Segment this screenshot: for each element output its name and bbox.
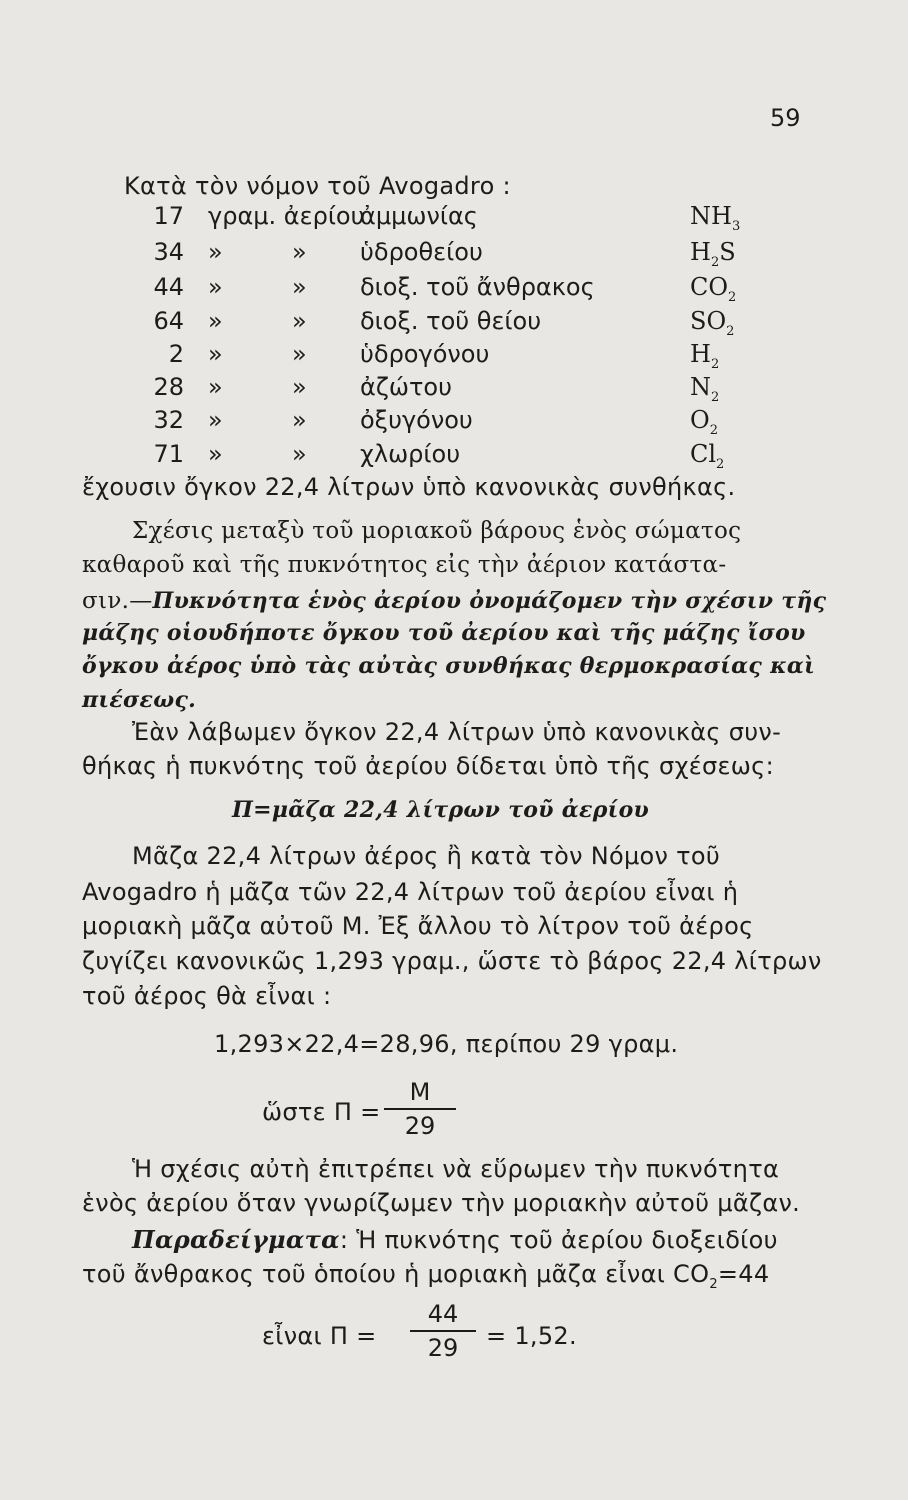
ratio-denominator: 29	[404, 1112, 436, 1140]
paragraph-line: μοριακὴ μᾶζα αὐτοῦ Μ. Ἐξ ἄλλου τὸ λίτρον τοῦ ἀέρος	[82, 912, 754, 940]
paragraph-line: Avogadro ἡ μᾶζα τῶν 22,4 λίτρων τοῦ ἀερίου εἶναι ἡ	[82, 878, 739, 906]
book-page: 59 Κατὰ τὸν νόμον τοῦ Avogadro : 17 γραμ. ἀερίου ἀμμωνίας $NH_3$ 34 » » ὑδροθείου $H_2S$ 44 » » διοξ. τοῦ ἄνθρακος $CO_2$ 64 » » διοξ. τοῦ θείου $SO_2$ 2 » » ὑδρογόνου $H_2$ 28 » » ἀζώτου $N_2$ 32 » » ὀξυγόνου $O_2$ 71 » » χλωρίου $Cl_2$ ἔχουσιν ὄγκον 22,4 λίτρων ὑπὸ κανονικὰς συνθήκας. Σχέσις μεταξὺ τοῦ μοριακοῦ βάρους ἑνὸς σώματος καθαροῦ καὶ τῆς πυκνότητος εἰς τὴν ἀέριον κατάστα- σιν.—Πυκνότητα ἑνὸς ἀερίου ὀνομάζομεν τὴν σχέσιν τῆς μάζης οἱουδήποτε ὄγκου τοῦ ἀερίου καὶ τῆς μάζης ἴσου ὄγκου ἀέρος ὑπὸ τὰς αὐτὰς συνθήκας θερμοκρασίας καὶ πιέσεως. Ἐὰν λάβωμεν ὄγκον 22,4 λίτρων ὑπὸ κανονικὰς συν- θήκας ἡ πυκνότης τοῦ ἀερίου δίδεται ὑπὸ τῆς σχέσεως: Π=μᾶζα 22,4 λίτρων τοῦ ἀερίου Μᾶζα 22,4 λίτρων ἀέρος ἢ κατὰ τὸν Νόμον τοῦ Avogadro ἡ μᾶζα τῶν 22,4 λίτρων τοῦ ἀερίου εἶναι ἡ μοριακὴ μᾶζα αὐτοῦ Μ. Ἐξ ἄλλου τὸ λίτρον τοῦ ἀέρος ζυγίζει κανονικῶς 1,293 γραμ., ὥστε τὸ βάρος 22,4 λίτρων τοῦ ἀέρος θὰ εἶναι : 1,293×22,4=28,96, περίπου 29 γραμ. ὥστε Π = M 29 Ἡ σχέσις αὐτὴ ἐπιτρέπει νὰ εὕρωμεν τὴν πυκνότητα ἑνὸς ἀερίου ὅταν γνωρίζωμεν τὴν μοριακὴν αὐτοῦ μᾶζαν. Παραδείγματα: Ἡ πυκνότης τοῦ ἀερίου διοξειδίου τοῦ ἄνθρακος τοῦ ὁποίου ἡ μοριακὴ μᾶζα εἶναι $CO_2=44$ εἶναι Π = 44 29 = 1,52.	[82, 104, 827, 1362]
relation-definition-line: μάζης οἱουδήποτε ὄγκου τοῦ ἀερίου καὶ τῆς μάζης ἴσου	[82, 620, 806, 646]
page-number: 59	[770, 104, 801, 132]
density-formula: Π=μᾶζα 22,4 λίτρων τοῦ ἀερίου	[232, 797, 650, 823]
examples-label: Παραδείγματα	[132, 1225, 340, 1254]
ratio-prefix: ὥστε Π =	[262, 1098, 381, 1126]
paragraph-line: Ἐὰν λάβωμεν ὄγκον 22,4 λίτρων ὑπὸ κανονικὰς συν-	[132, 718, 782, 746]
relation-heading-line: καθαροῦ καὶ τῆς πυκνότητος εἰς τὴν ἀέριον κατάστα-	[82, 552, 727, 578]
ratio-numerator: M	[409, 1078, 431, 1106]
paragraph-line: τοῦ ἀέρος θὰ εἶναι :	[82, 982, 332, 1010]
relation-definition-line: σιν.—Πυκνότητα ἑνὸς ἀερίου ὀνομάζομεν τὴν σχέσιν τῆς	[82, 588, 827, 614]
fraction-bar	[410, 1330, 476, 1332]
relation-heading-line: Σχέσις μεταξὺ τοῦ μοριακοῦ βάρους ἑνὸς σώματος	[132, 518, 742, 544]
volume-line: ἔχουσιν ὄγκον 22,4 λίτρων ὑπὸ κανονικὰς συνθήκας.	[82, 473, 736, 501]
relation-definition-line: ὄγκου ἀέρος ὑπὸ τὰς αὐτὰς συνθήκας θερμοκρασίας καὶ	[82, 653, 816, 679]
intro-line: Κατὰ τὸν νόμον τοῦ Avogadro :	[124, 172, 511, 200]
paragraph-line: θήκας ἡ πυκνότης τοῦ ἀερίου δίδεται ὑπὸ τῆς σχέσεως:	[82, 752, 774, 780]
calculation-line: 1,293×22,4=28,96, περίπου 29 γραμ.	[214, 1030, 679, 1058]
result-prefix: εἶναι Π =	[262, 1322, 377, 1350]
result-numerator: 44	[427, 1300, 459, 1328]
relation-definition-line: πιέσεως.	[82, 687, 197, 713]
result-value: = 1,52.	[486, 1322, 577, 1350]
paragraph-line: Ἡ σχέσις αὐτὴ ἐπιτρέπει νὰ εὕρωμεν τὴν πυκνότητα	[132, 1155, 780, 1183]
fraction-bar	[384, 1108, 456, 1110]
paragraph-line: Μᾶζα 22,4 λίτρων ἀέρος ἢ κατὰ τὸν Νόμον τοῦ	[132, 842, 721, 870]
paragraph-line: ἑνὸς ἀερίου ὅταν γνωρίζωμεν τὴν μοριακὴν αὐτοῦ μᾶζαν.	[82, 1189, 801, 1217]
examples-line: τοῦ ἄνθρακος τοῦ ὁποίου ἡ μοριακὴ μᾶζα εἶναι $CO_2=44$	[82, 1260, 770, 1292]
paragraph-line: ζυγίζει κανονικῶς 1,293 γραμ., ὥστε τὸ βάρος 22,4 λίτρων	[82, 947, 822, 975]
ratio-fraction	[384, 1078, 456, 1140]
result-fraction	[410, 1300, 476, 1362]
examples-line: Παραδείγματα: Ἡ πυκνότης τοῦ ἀερίου διοξειδίου	[132, 1225, 778, 1254]
result-denominator: 29	[427, 1334, 459, 1362]
